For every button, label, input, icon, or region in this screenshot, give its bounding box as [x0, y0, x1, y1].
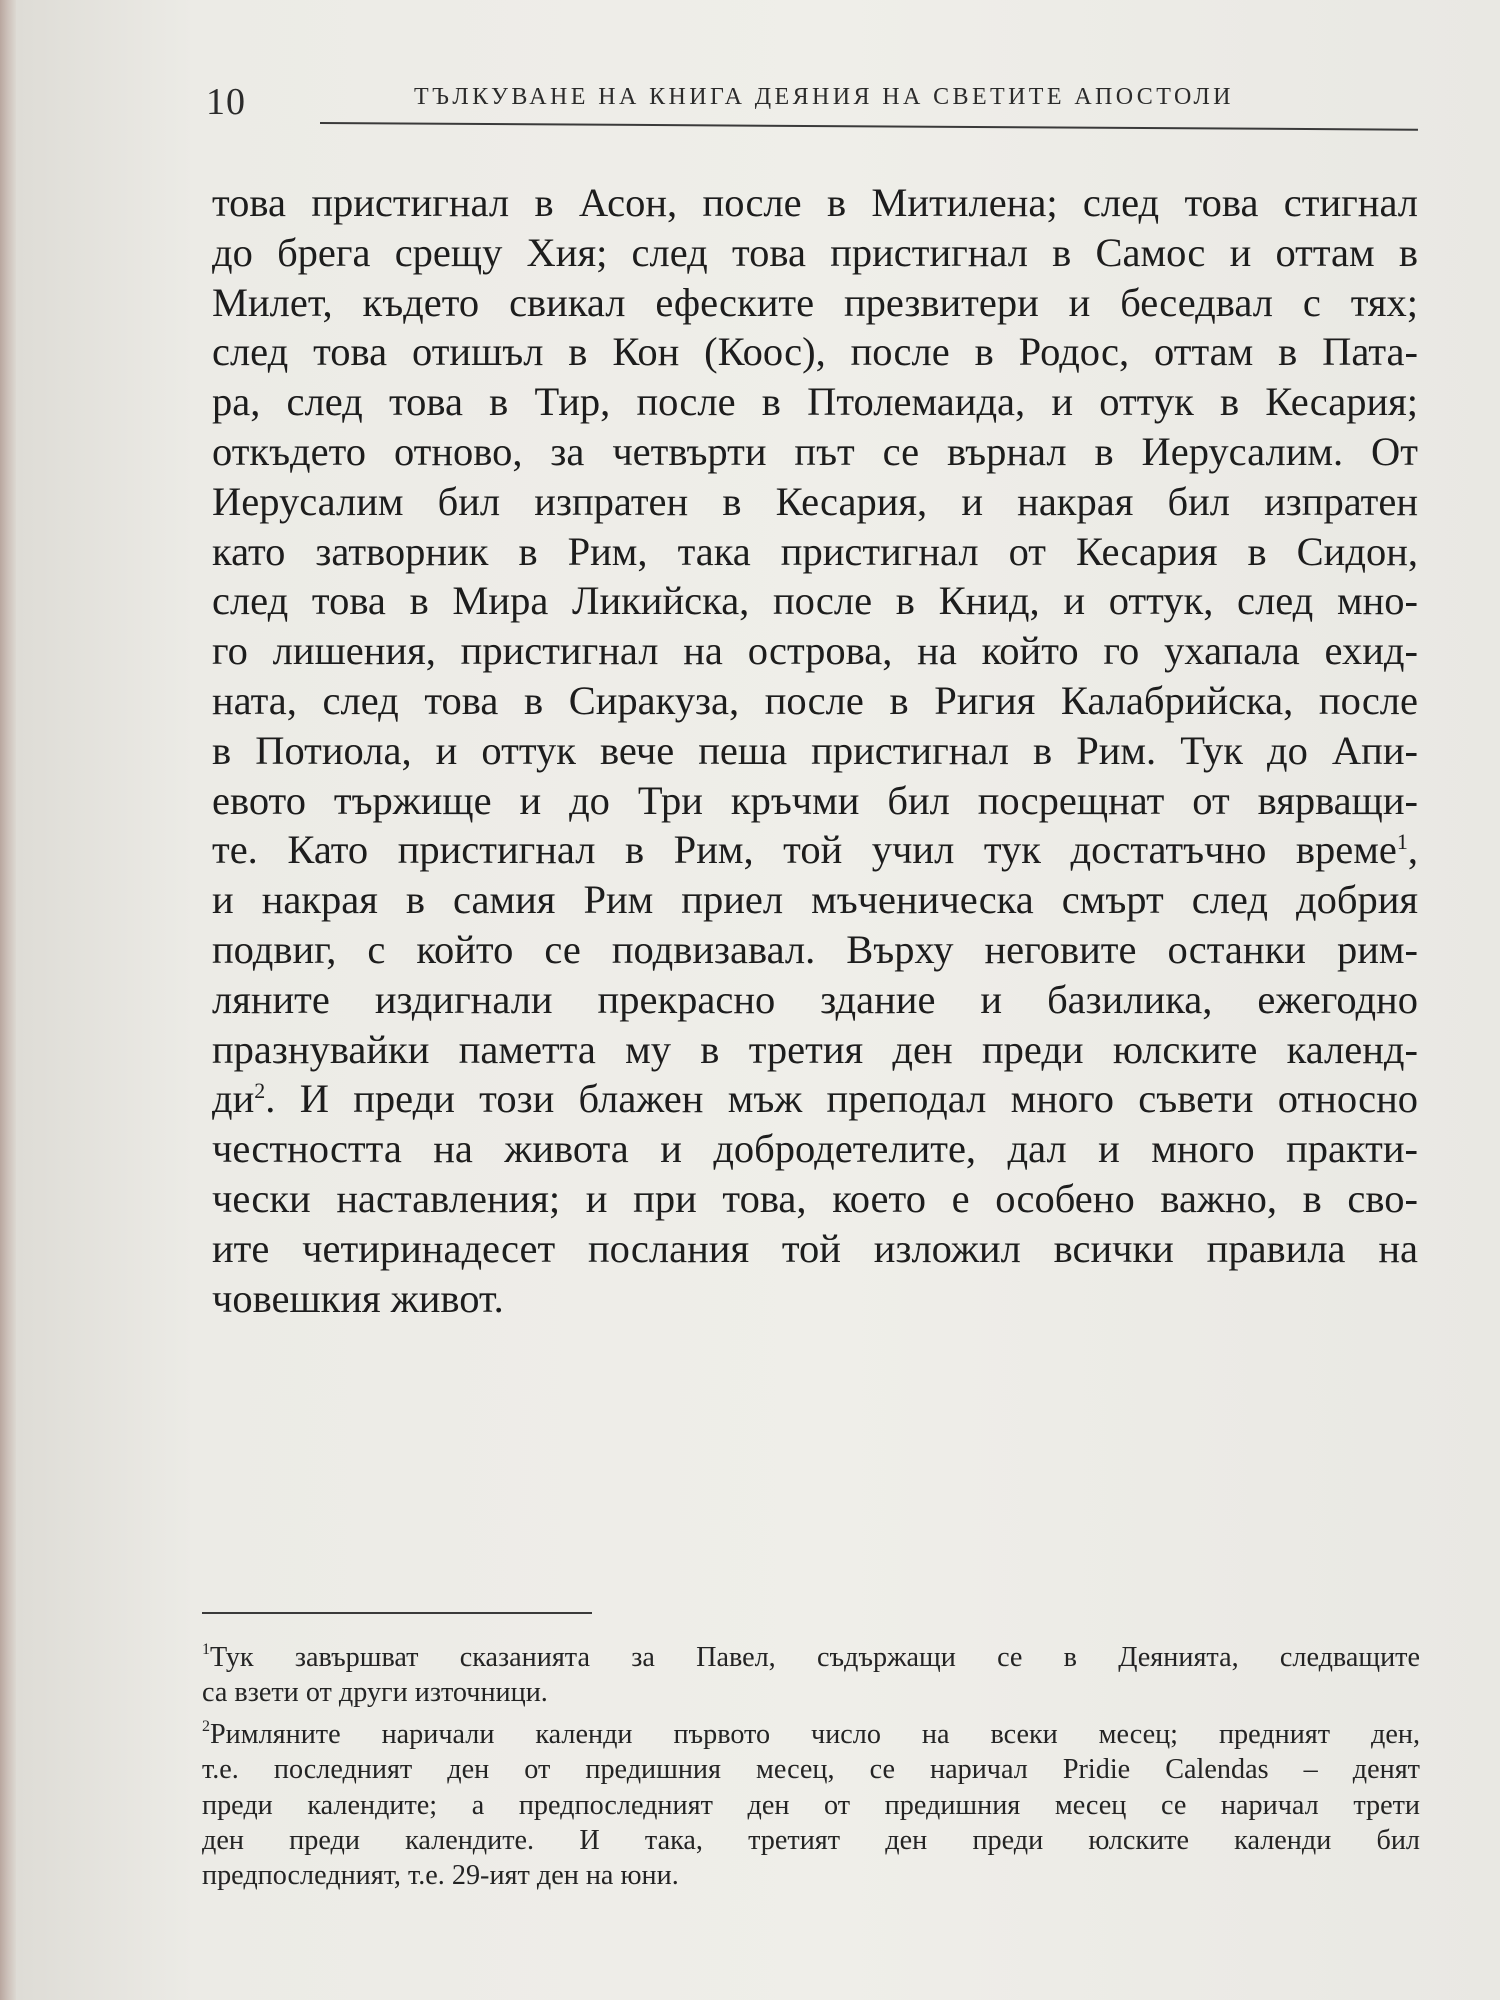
book-spine-edge: [0, 0, 16, 2000]
footnote-text: Тук завършват сказанията за Павел, съдържащи се в Деянията, следващите: [210, 1642, 1420, 1673]
text-line-with-note-ref: [212, 825, 1418, 875]
text-line: това пристигнал в Асон, после в Митилена; след това стигнал: [212, 180, 1418, 225]
page-number: 10: [206, 81, 246, 123]
footnote-line: т.е. последният ден от предишния месец, се наричал Pridie Calendas – денят: [202, 1754, 1420, 1786]
running-title: ТЪЛКУВАНЕ НА КНИГА ДЕЯНИЯ НА СВЕТИТЕ АПОСТОЛИ: [414, 84, 1234, 110]
footnote-line: ден преди календите. И така, третият ден преди юлските календи бил: [202, 1824, 1420, 1856]
footnote-line: предпоследният, т.е. 29-ият ден на юни.: [202, 1860, 679, 1892]
text-line: Милет, където свикал ефеските презвитери и беседвал с тях;: [212, 279, 1418, 325]
text-line: ляните издигнали прекрасно здание и базилика, ежегодно: [212, 976, 1418, 1022]
text-segment: . И преди този блажен мъж преподал много съвети относно: [265, 1076, 1418, 1122]
text-line: евото тържище и до Три кръчми бил посрещнат от вярващи-: [212, 777, 1418, 823]
footnote-text: Римляните наричали календи първото число на всеки месец; предният ден,: [210, 1718, 1420, 1750]
text-line: и накрая в самия Рим приел мъченическа смърт след добрия: [212, 877, 1418, 923]
text-line-with-note-ref: [212, 1074, 1418, 1124]
text-line: след това отишъл в Кон (Коос), после в Родос, оттам в Пата-: [212, 329, 1418, 375]
text-line: като затворник в Рим, така пристигнал от Кесария в Сидон,: [212, 528, 1418, 574]
footnote-line: са взети от други източници.: [202, 1677, 548, 1709]
text-segment: те. Като пристигнал в Рим, той учил тук достатъчно време: [212, 827, 1397, 873]
text-line: в Потиола, и оттук вече пеша пристигнал в Рим. Тук до Апи-: [212, 727, 1418, 773]
header-rule: [320, 122, 1418, 131]
text-line: честността на живота и добродетелите, дал и много практи-: [212, 1126, 1418, 1172]
footnote-2: [202, 1717, 1420, 1752]
footnote-number: 2: [202, 1717, 210, 1735]
text-line: ната, след това в Сиракуза, после в Ригия Калабрийска, после: [212, 677, 1418, 723]
text-line: ра, след това в Тир, после в Птолемаида, и оттук в Кесария;: [212, 379, 1418, 425]
footnote-ref-1: 1: [1396, 829, 1408, 855]
footnote-number: 1: [202, 1641, 210, 1658]
book-page: [16, 0, 1500, 2000]
text-line: го лишения, пристигнал на острова, на който го ухапала ехид-: [212, 628, 1418, 674]
text-line: Иерусалим бил изпратен в Кесария, и накрая бил изпратен: [212, 478, 1418, 524]
text-line: след това в Мира Ликийска, после в Книд, и оттук, след мно-: [212, 578, 1418, 624]
footnote-line: преди календите; а предпоследният ден от предишния месец се наричал трети: [202, 1789, 1420, 1821]
text-line: чески наставления; и при това, което е особено важно, в сво-: [212, 1175, 1418, 1221]
footnote-ref-2: 2: [254, 1078, 266, 1104]
text-line: празнувайки паметта му в третия ден преди юлските календ-: [212, 1026, 1418, 1072]
text-line: човешкия живот.: [212, 1275, 504, 1321]
footnote-rule: [202, 1612, 592, 1614]
text-line: до брега срещу Хия; след това пристигнал в Самос и оттам в: [212, 229, 1418, 275]
text-line: подвиг, с който се подвизавал. Върху неговите останки рим-: [212, 926, 1418, 972]
footnote-1: [202, 1640, 1420, 1675]
main-text: [212, 178, 1418, 1323]
text-line: откъдето отново, за четвърти път се върнал в Иерусалим. От: [212, 428, 1418, 474]
text-segment: ди: [212, 1076, 255, 1122]
footnotes: [202, 1640, 1420, 1894]
text-segment: ,: [1407, 827, 1418, 873]
text-line: ите четиринадесет послания той изложил всички правила на: [212, 1225, 1418, 1271]
